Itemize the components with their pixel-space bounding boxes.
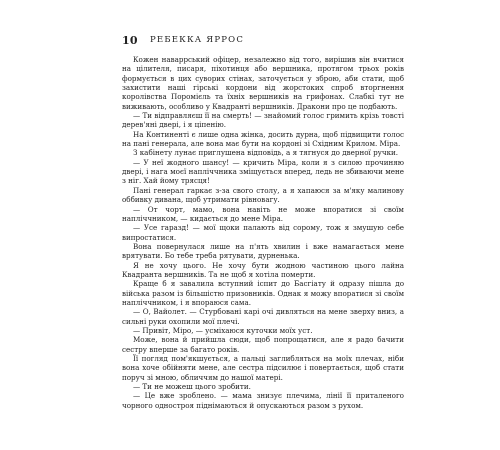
- paragraph: — О, Вайолет. — Стурбовані карі очі дивляться на мене зверху вниз, а сильні руки охопили мої плечі.: [122, 307, 404, 326]
- paragraph: Я не хочу цього. Не хочу бути жодною частиною цього лайна Квадранта вершників. Та не щоб я хотіла померти.: [122, 260, 404, 279]
- paragraph: Краще б я завалила вступний іспит до Басгіату й одразу пішла до війська разом із більшістю призовників. Однак я можу впоратися зі своїм напліччником, і я впораюся сама.: [122, 279, 404, 307]
- paragraph: Пані генерал гаркає з-за свого столу, а я хапаюся за м'яку малинову оббивку дивана, щоб утримати рівновагу.: [122, 185, 404, 205]
- page-number: 10: [122, 34, 138, 47]
- paragraph: — Ти відправляєш її на смерть! — знайомий голос гримить крізь товсті дерев'яні двері, і я ціпенію.: [122, 111, 404, 130]
- body-text: [122, 55, 404, 410]
- paragraph: — Ти не можеш цього зробити.: [133, 382, 251, 392]
- paragraph: — У неї жодного шансу! — кричить Міра, коли я з силою прочиняю двері, і нага моєї напліччника зміщується вперед, ледь не збиваючи мене з ніг. Хай йому трясця!: [122, 157, 404, 186]
- paragraph: Її погляд пом'якшується, а пальці заглибляться на моїх плечах, ніби вона хоче обійняти мене, але сестра підсилює і повертається, щоб стати поруч зі мною, обличчям до нашої матері.: [122, 354, 404, 382]
- paragraph: — От чорт, мамо, вона навіть не може впоратися зі своїм напліччником, — кидається до мене Міра.: [122, 204, 404, 223]
- paragraph: Кожен наваррський офіцер, незалежно від того, вирішив він вчитися на цілителя, писаря, піхотинця або вершника, протягом трьох років формується в цих суворих стінах, заточується у зброю, аби стати, щоб захистити наші гірські кордони від жорстоких спроб вторгнення королівства Поромієль та їхніх вершників на грифонах. Слабкі тут не виживають, особливо у Квадранті вершників. Дракони про це подбають.: [122, 55, 404, 111]
- paragraph: З кабінету лунає приглушена відповідь, а я тягнуся до дверної ручки.: [133, 148, 399, 158]
- paragraph: На Континенті є лише одна жінка, досить дурна, щоб підвищити голос на пані генерала, але вона має бути на кордоні зі Східним Крилом. Міра.: [122, 129, 404, 149]
- paragraph: — Це вже зроблено. — мама знизує плечима, лінії її приталеного чорного одностроя піднімаються й опускаються разом з рухом.: [122, 391, 404, 410]
- paragraph: Вона повернулася лише на п'ять хвилин і вже намагається мене врятувати. Бо тебе треба рятувати, дурненька.: [122, 241, 404, 261]
- paragraph: — Усе гаразд! — мої щоки палають від сорому, тож я змушую себе випростатися.: [122, 223, 404, 242]
- page-header: [122, 34, 402, 48]
- paragraph: Може, вона й прийшла сюди, щоб попрощатися, але я радо бачити сестру вперше за багато років.: [122, 335, 404, 354]
- running-head: РЕБЕККА ЯРРОС: [150, 35, 245, 45]
- paragraph: — Привіт, Міро, — усміхаюся куточки моїх уст.: [133, 325, 313, 335]
